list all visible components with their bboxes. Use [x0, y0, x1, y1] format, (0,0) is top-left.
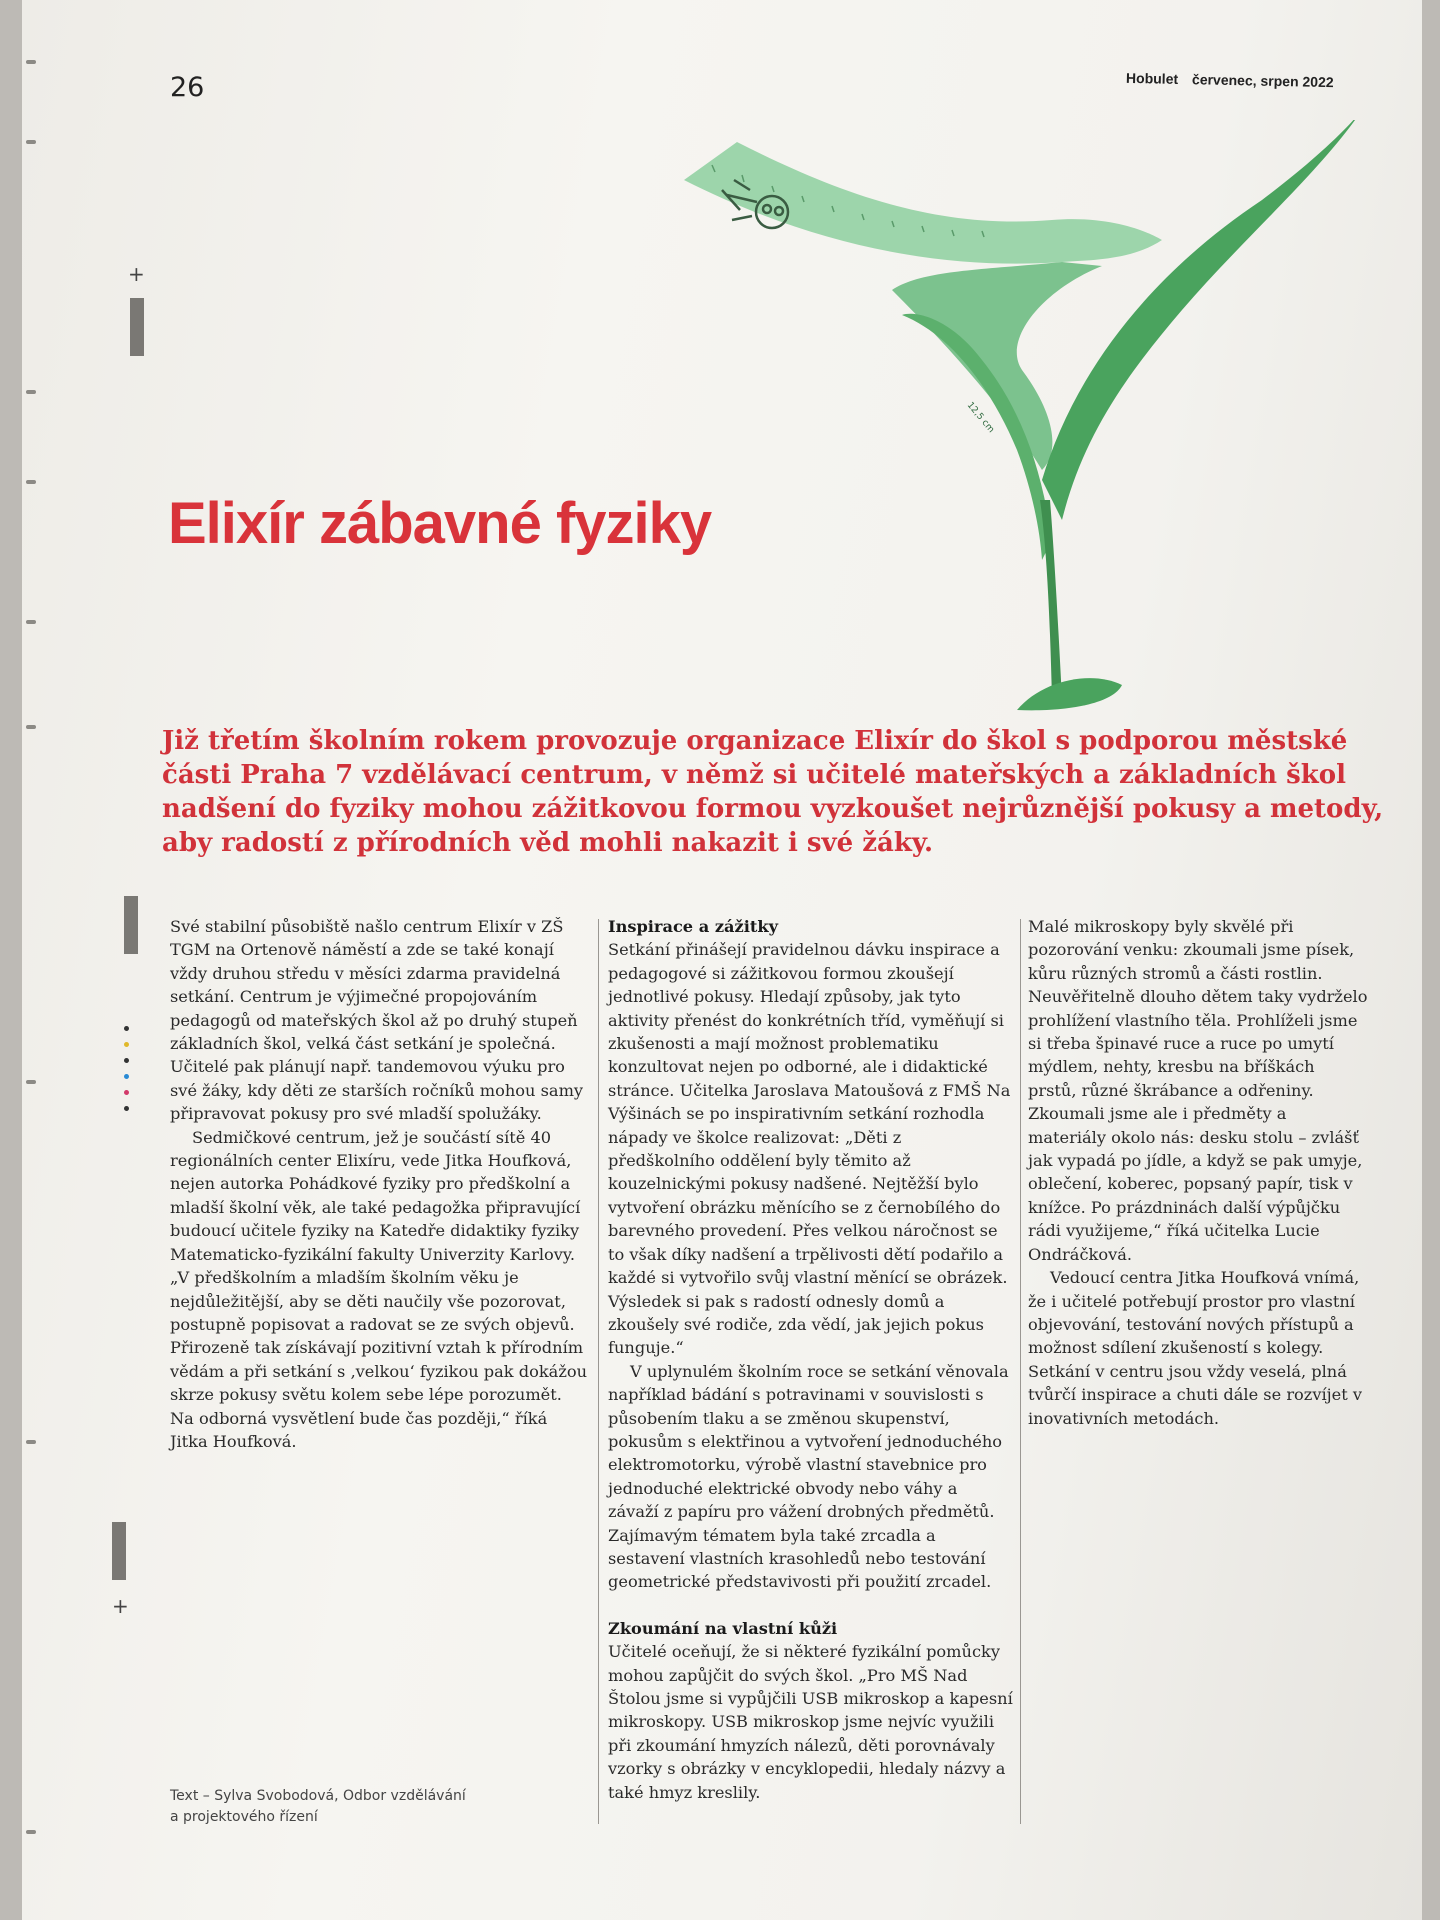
page-number: 26 [170, 72, 205, 103]
magazine-page [22, 0, 1422, 1920]
column-3 [1028, 915, 1368, 1430]
color-bar-dot-icon [124, 1042, 129, 1047]
perforation-hole [26, 480, 36, 484]
paragraph: Vedoucí centra Jitka Houfková vnímá, že i učitelé potřebují prostor pro vlastní objevování, testování nových přístupů a možnost sdílení zkušeností s kolegy. Setkání v centru jsou vždy veselá, plná tvůrčí inspirace a chuti dále se rozvíjet v inovativních metodách. [1028, 1268, 1363, 1428]
perforation-hole [26, 140, 36, 144]
paragraph: V uplynulém školním roce se setkání věnovala například bádání s potravinami v souvislosti s působením tlaku a se změnou skupenství, pokusům s elektřinou a vytvoření jednoduchého elektromotorku, výrobě vlastní stavebnice pro jednoduché elektrické obvody nebo váhy a závaží z papíru pro vážení drobných předmětů. Zajímavým tématem byla také zrcadla a sestavení vlastních krasohledů nebo testování geometrické představivosti při použití zrcadel. [608, 1361, 1009, 1592]
registration-cross-icon: + [128, 262, 145, 286]
column-2 [608, 915, 1013, 1804]
issue-date: červenec, srpen 2022 [1192, 71, 1335, 91]
article-title: Elixír zábavné fyziky [168, 491, 712, 556]
section-heading: Inspirace a zážitky [608, 917, 778, 936]
plant-ruler-illustration [622, 120, 1422, 720]
perforation-hole [26, 620, 36, 624]
color-bar-dot-icon [124, 1074, 129, 1079]
color-bar-dot-icon [124, 1090, 129, 1095]
registration-cross-icon: + [112, 1594, 129, 1618]
perforation-hole [26, 725, 36, 729]
paragraph: Setkání přinášejí pravidelnou dávku inspirace a pedagogové si zážitkovou formou zkoušejí jednotlivé pokusy. Hledají způsoby, jak tyto aktivity přenést do konkrétních tříd, vyměňují si zkušenosti a mají možnost problematiku konzultovat nejen po odborné, ale i didaktické stránce. Učitelka Jaroslava Matoušová z FMŠ Na Výšinách se po inspirativním setkání rozhodla nápady ve školce realizovat: „Děti z předškolního oddělení byly těmito až kouzelnickými pokusy nadšené. Nejtěžší bylo vytvoření obrázku měnícího se z černobílého do barevného provedení. Přes velkou náročnost se to však díky nadšení a trpělivosti dětí podařilo a každé si vytvořilo svůj vlastní měnící se obrázek. Výsledek si pak s radostí odnesly domů a zkoušely své rodiče, zda vědí, jak jejich pokus funguje.“ [608, 940, 1011, 1358]
color-bar-dot-icon [124, 1106, 129, 1111]
ground-leaf [1017, 678, 1122, 710]
article-body [170, 915, 1370, 1835]
crop-mark [124, 896, 138, 954]
masthead [1126, 70, 1334, 90]
author-credit [170, 1786, 466, 1828]
paragraph: Učitelé oceňují, že si některé fyzikální pomůcky mohou zapůjčit do svých škol. „Pro MŠ Nad Štolou jsme si vypůjčili USB mikroskop a kapesní mikroskopy. USB mikroskop jsme nejvíc využili při zkoumání hmyzích nálezů, děti porovnávaly vzorky s obrázky v encyklopedii, hledaly názvy a také hmyz kreslily. [608, 1642, 1013, 1802]
perforation-hole [26, 390, 36, 394]
color-bar-dot-icon [124, 1058, 129, 1063]
credit-line: Text – Sylva Svobodová, Odbor vzdělávání [170, 1788, 466, 1804]
paragraph: Své stabilní působiště našlo centrum Elixír v ZŠ TGM na Ortenově náměstí a zde se také konají vždy druhou středu v měsíci zdarma pravidelná setkání. Centrum je výjimečné propojováním pedagogů od mateřských škol až po druhý stupeň základních škol, velká část setkání je společná. Učitelé pak plánují např. tandemovou výuku pro své žáky, kdy děti ze starších ročníků mohou samy připravovat pokusy pro své mladší spolužáky. [170, 917, 584, 1124]
crop-mark [130, 298, 144, 356]
ruler-label: 12,5 cm [964, 400, 996, 435]
perforation-hole [26, 1440, 36, 1444]
credit-line: a projektového řízení [170, 1809, 318, 1825]
paragraph: Sedmičkové centrum, jež je součástí sítě 40 regionálních center Elixíru, vede Jitka Houfková, nejen autorka Pohádkové fyziky pro předškolní a mladší školní věk, ale také pedagožka připravující budoucí učitele fyziky na Katedře didaktiky fyziky Matematicko-fyzikální fakulty Univerzity Karlovy. „V předškolním a mladším školním věku je nejdůležitější, aby se děti naučily vše pozorovat, postupně popisovat a radovat se ze svých objevů. Přirozeně tak získávají pozitivní vztah k přírodním vědám a při setkání s ‚velkou‘ fyzikou pak dokážou skrze pokusy světu kolem sebe lépe porozumět. Na odborná vysvětlení bude čas později,“ říká Jitka Houfková. [170, 1127, 588, 1451]
article-lead: Již třetím školním rokem provozuje organizace Elixír do škol s podporou městské části Praha 7 vzdělávací centrum, v němž si učitelé mateřských a základních škol nadšení do fyziky mohou zážitkovou formou vyzkoušet nejrůznější pokusy a metody, aby radostí z přírodních věd mohli nakazit i své žáky. [162, 726, 1384, 858]
perforation-hole [26, 60, 36, 64]
right-leaf [1042, 120, 1362, 520]
section-heading: Zkoumání na vlastní kůži [608, 1618, 838, 1638]
perforation-hole [26, 1830, 36, 1834]
paragraph: Malé mikroskopy byly skvělé při pozorování venku: zkoumali jsme písek, kůru různých stromů a části rostlin. Neuvěřitelně dlouho dětem taky vydrželo prohlížení vlastního těla. Prohlíželi jsme si třeba špinavé ruce a ruce po umytí mýdlem, nehty, kresbu na bříškách prstů, různé škrábance a odřeniny. Zkoumali jsme ale i předměty a materiály okolo nás: desku stolu – zvlášť jak vypadá po jídle, a když se pak umyje, oblečení, koberec, popsaný papír, tisk v knížce. Po prázdninách další výpůjčku rádi využijeme,“ říká učitelka Lucie Ondráčková. [1028, 917, 1368, 1264]
crop-mark [112, 1522, 126, 1580]
column-divider [598, 919, 599, 1824]
column-divider [1020, 919, 1021, 1824]
color-bar-dot-icon [124, 1026, 129, 1031]
column-1 [170, 915, 588, 1453]
publication-name: Hobulet [1126, 69, 1179, 87]
perforation-hole [26, 1080, 36, 1084]
